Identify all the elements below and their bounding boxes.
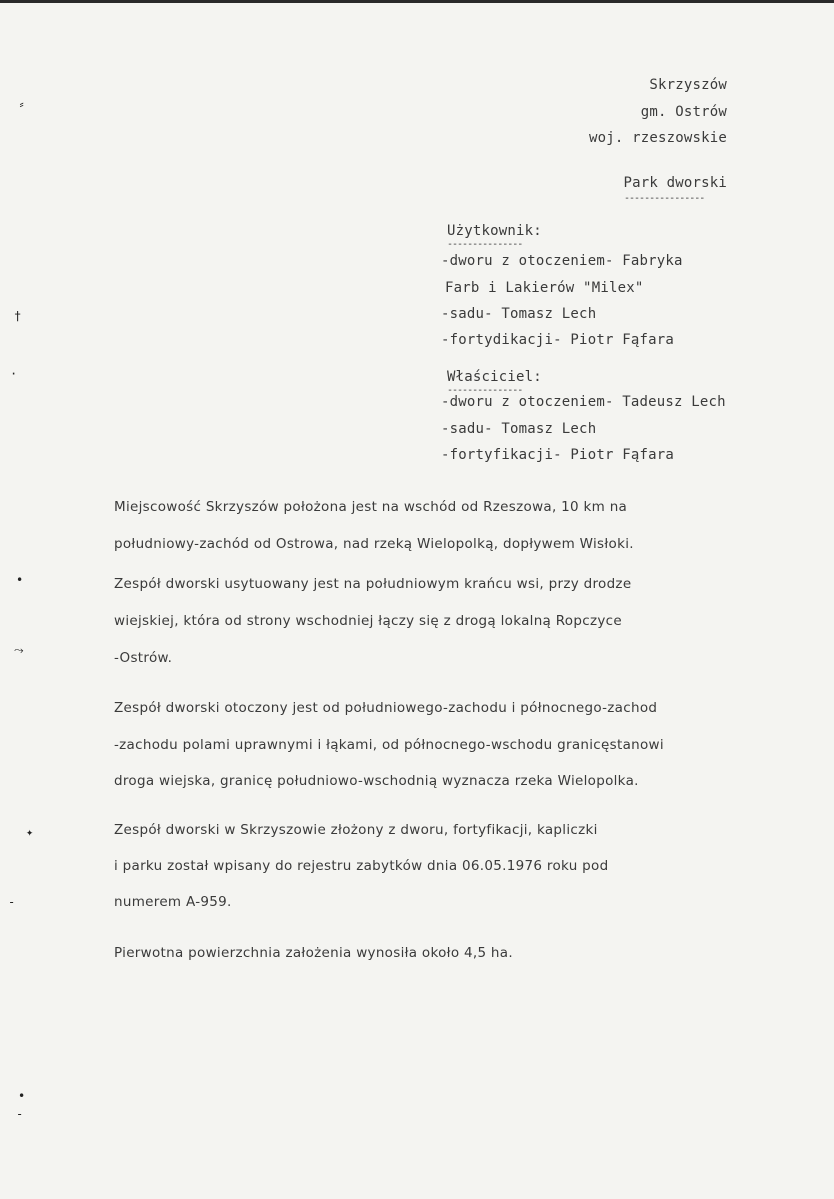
owner-label-underline: --------------- bbox=[447, 385, 523, 396]
paragraph-line: Miejscowość Skrzyszów położona jest na wschód od Rzeszowa, 10 km na bbox=[114, 499, 628, 515]
user-line: -dworu z otoczeniem- Fabryka bbox=[441, 253, 683, 269]
owner-section-label: Właściciel: bbox=[447, 369, 542, 385]
paragraph-line: Zespół dworski w Skrzyszowie złożony z dworu, fortyfikacji, kapliczki bbox=[114, 822, 598, 838]
user-section-label: Użytkownik: bbox=[447, 223, 542, 239]
location-place: Skrzyszów bbox=[649, 77, 727, 93]
user-line: Farb i Lakierów "Milex" bbox=[445, 280, 644, 296]
owner-line: -sadu- Tomasz Lech bbox=[441, 421, 597, 437]
paragraph-line: droga wiejska, granicę południowo-wschodnią wyznacza rzeka Wielopolka. bbox=[114, 773, 639, 789]
heading-underline: ---------------- bbox=[624, 193, 705, 204]
user-line: -sadu- Tomasz Lech bbox=[441, 306, 597, 322]
paragraph-line: Zespół dworski usytuowany jest na południowym krańcu wsi, przy drodze bbox=[114, 576, 632, 592]
location-commune: gm. Ostrów bbox=[640, 104, 727, 120]
paragraph-line: -zachodu polami uprawnymi i łąkami, od północnego-wschodu granicęstanowi bbox=[114, 737, 664, 753]
owner-line: -dworu z otoczeniem- Tadeusz Lech bbox=[441, 394, 726, 410]
paragraph-line: południowy-zachód od Ostrowa, nad rzeką Wielopolką, dopływem Wisłoki. bbox=[114, 536, 634, 552]
scan-speck: ✦ bbox=[26, 825, 34, 839]
scan-speck: ⸗ bbox=[18, 97, 26, 111]
scan-speck: · bbox=[10, 367, 18, 381]
scan-speck: • bbox=[18, 1089, 26, 1103]
user-label-underline: --------------- bbox=[447, 239, 523, 250]
scan-top-edge bbox=[0, 0, 834, 3]
paragraph-line: Zespół dworski otoczony jest od południowego-zachodu i północnego-zachod bbox=[114, 700, 658, 716]
owner-line: -fortyfikacji- Piotr Fąfara bbox=[441, 447, 674, 463]
scan-speck: - bbox=[16, 1107, 24, 1121]
scan-speck: - bbox=[8, 895, 16, 909]
document-heading: Park dworski bbox=[623, 175, 727, 191]
scan-speck: † bbox=[14, 309, 22, 323]
paragraph-line: Pierwotna powierzchnia założenia wynosiła około 4,5 ha. bbox=[114, 945, 513, 961]
paragraph-line: -Ostrów. bbox=[114, 650, 173, 666]
scan-speck: • bbox=[16, 573, 24, 587]
location-province: woj. rzeszowskie bbox=[588, 130, 727, 146]
paragraph-line: wiejskiej, która od strony wschodniej łączy się z drogą lokalną Ropczyce bbox=[114, 613, 622, 629]
user-line: -fortydikacji- Piotr Fąfara bbox=[441, 332, 674, 348]
paragraph-line: numerem A-959. bbox=[114, 894, 232, 910]
paragraph-line: i parku został wpisany do rejestru zabytków dnia 06.05.1976 roku pod bbox=[114, 858, 609, 874]
scan-speck: ⤳ bbox=[14, 643, 24, 657]
